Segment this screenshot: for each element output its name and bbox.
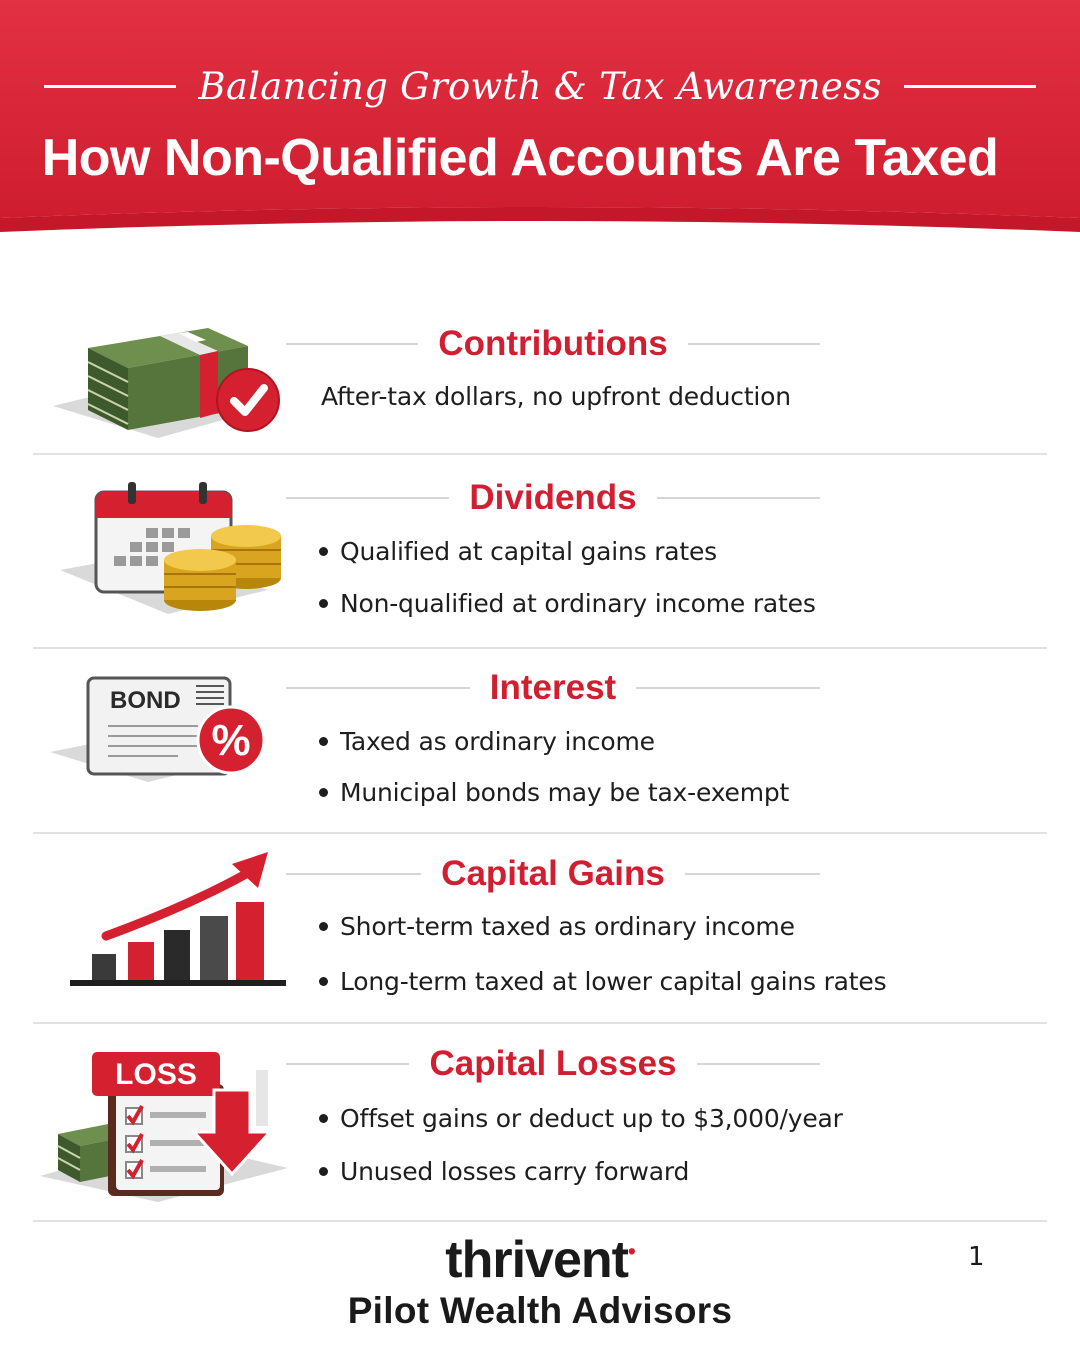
section-divider: [33, 453, 1047, 455]
subtitle-row: [0, 58, 1080, 114]
bullet-dot: [319, 977, 328, 986]
section-divider: [33, 647, 1047, 649]
bullet-text: Offset gains or deduct up to $3,000/year: [340, 1104, 843, 1133]
brand-mark-icon: •: [627, 1238, 635, 1264]
bullet-dot: [319, 922, 328, 931]
header-banner: [0, 0, 1080, 235]
bullet-dot: [319, 1114, 328, 1123]
org-name: Pilot Wealth Advisors: [347, 1290, 733, 1331]
section-divider: [33, 1220, 1047, 1222]
heading-rule-left: [286, 497, 449, 499]
subtitle: Balancing Growth & Tax Awareness: [198, 64, 882, 108]
subtitle-rule-right: [904, 85, 1036, 88]
heading-rule-left: [286, 873, 421, 875]
section-description: After-tax dollars, no upfront deduction: [321, 382, 791, 411]
loss-checklist-arrow-icon: [38, 1048, 296, 1204]
bullet-item: [319, 727, 655, 756]
bullet-text: Short-term taxed as ordinary income: [340, 912, 795, 941]
heading-rule-right: [657, 497, 820, 499]
heading-rule-left: [286, 1063, 409, 1065]
brand-logo: [0, 1230, 1080, 1290]
section-title: Capital Losses: [429, 1044, 677, 1083]
section-heading: [286, 852, 820, 896]
bullet-dot: [319, 599, 328, 608]
section-divider: [33, 832, 1047, 834]
bond-label: BOND: [110, 687, 181, 714]
heading-rule-right: [688, 343, 820, 345]
bullet-item: [319, 589, 816, 618]
bullet-dot: [319, 1167, 328, 1176]
bullet-item: [319, 778, 789, 807]
section-heading: [286, 322, 820, 366]
bullet-item: [319, 537, 717, 566]
bullet-dot: [319, 737, 328, 746]
heading-rule-right: [636, 687, 820, 689]
bullet-text: Municipal bonds may be tax-exempt: [340, 778, 790, 807]
header-background: [0, 0, 1080, 235]
page-number: 1: [968, 1242, 985, 1272]
bullet-dot: [319, 788, 328, 797]
bond-percent-icon: [48, 672, 273, 787]
heading-rule-left: [286, 343, 418, 345]
bullet-item: [319, 967, 886, 996]
bullet-text: Non-qualified at ordinary income rates: [340, 589, 816, 618]
bullet-text: Taxed as ordinary income: [340, 727, 655, 756]
bullet-text: Long-term taxed at lower capital gains rates: [340, 967, 887, 996]
section-title: Interest: [489, 668, 617, 707]
page-title: How Non-Qualified Accounts Are Taxed: [41, 129, 999, 187]
heading-rule-right: [697, 1063, 820, 1065]
calendar-coins-icon: [58, 478, 288, 618]
loss-label: LOSS: [115, 1058, 197, 1091]
heading-rule-right: [685, 873, 820, 875]
bullet-dot: [319, 547, 328, 556]
section-divider: [33, 1022, 1047, 1024]
section-title: Contributions: [438, 324, 668, 363]
section-title: Dividends: [469, 478, 637, 517]
brand-wordmark: thrivent: [445, 1231, 628, 1289]
heading-rule-left: [286, 687, 470, 689]
bullet-item: [319, 1104, 843, 1133]
section-heading: [286, 666, 820, 710]
growth-chart-arrow-icon: [68, 848, 290, 990]
bullet-text: Unused losses carry forward: [340, 1157, 690, 1186]
section-title: Capital Gains: [441, 854, 665, 893]
subtitle-rule-left: [44, 85, 176, 88]
bullet-item: [319, 912, 795, 941]
cash-stack-check-icon: [48, 318, 288, 443]
section-heading: [286, 1042, 820, 1086]
percent-symbol: %: [211, 716, 251, 765]
bullet-text: Qualified at capital gains rates: [340, 537, 717, 566]
section-heading: [286, 476, 820, 520]
bullet-item: [319, 1157, 689, 1186]
